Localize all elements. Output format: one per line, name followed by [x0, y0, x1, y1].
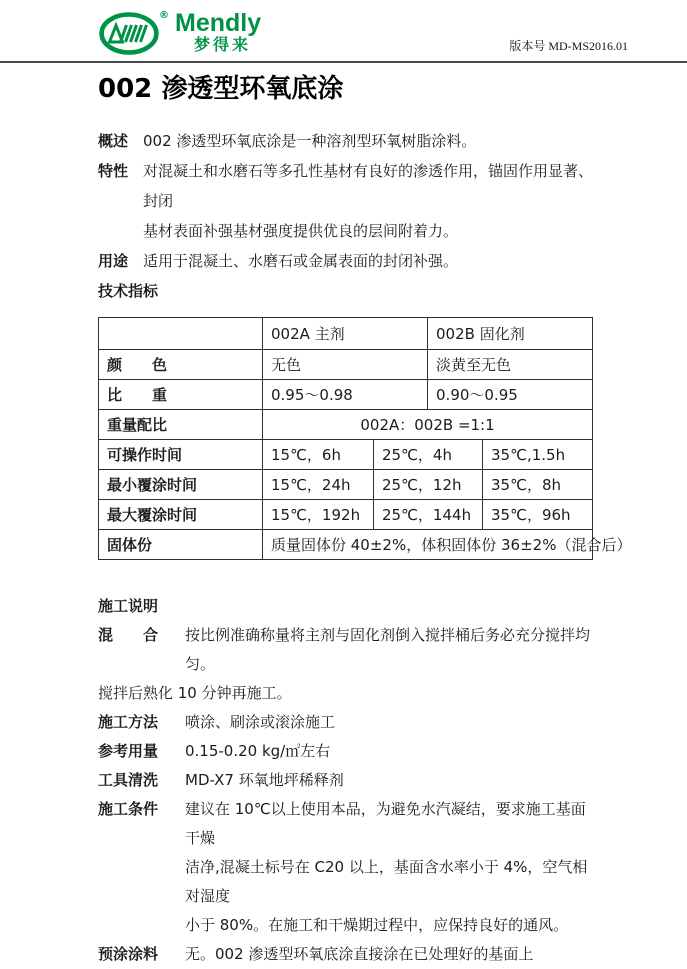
method-label: 施工方法: [98, 713, 159, 731]
color-row-label: 颜 色: [99, 350, 263, 380]
max-recoat-35c: 35℃，96h: [483, 500, 593, 530]
overview-label: 概述: [98, 132, 129, 150]
spec-row-solids: [99, 530, 593, 560]
precoat-text: 无。002 渗透型环氧底涂直接涂在已处理好的基面上: [185, 945, 534, 963]
features-line-1: 对混凝土和水磨石等多孔性基材有良好的渗透作用，锚固作用显著、封闭: [143, 162, 594, 210]
precoat-label: 预涂涂料: [98, 945, 159, 963]
spec-header-row: [99, 318, 593, 350]
mixing-text-continued: 搅拌后熟化 10 分钟再施工。: [98, 684, 292, 702]
conditions-line-3: 小于 80%。在施工和干燥期过程中，应保持良好的通风。: [185, 916, 569, 934]
registered-trademark-icon: ®: [159, 10, 169, 21]
pot-life-row-label: 可操作时间: [99, 440, 263, 470]
max-recoat-25c: 25℃，144h: [374, 500, 483, 530]
usage-label: 用途: [98, 252, 129, 270]
conditions-label: 施工条件: [98, 800, 159, 818]
pot-life-25c: 25℃，4h: [374, 440, 483, 470]
spec-row-ratio: [99, 410, 593, 440]
brand-name-en: Mendly: [175, 9, 262, 37]
min-recoat-25c: 25℃，12h: [374, 470, 483, 500]
pot-life-35c: 35℃,1.5h: [483, 440, 593, 470]
product-title: 002 渗透型环氧底涂: [98, 74, 344, 104]
gravity-value-b: 0.90～0.95: [428, 380, 593, 410]
mendly-logo-icon: [99, 12, 159, 55]
pot-life-15c: 15℃，6h: [263, 440, 374, 470]
tech-specs-heading: 技术指标: [98, 282, 159, 300]
spec-row-color: [99, 350, 593, 380]
color-value-a: 无色: [263, 350, 428, 380]
page-header: [0, 0, 687, 61]
ratio-row-label: 重量配比: [99, 410, 263, 440]
brand-name-cn: 梦得来: [194, 35, 252, 54]
features-label: 特性: [98, 162, 129, 180]
application-heading: 施工说明: [98, 597, 159, 615]
spec-row-min-recoat: [99, 470, 593, 500]
cleaning-paragraph: [98, 766, 597, 795]
spec-table: [98, 317, 632, 560]
version-number: 版本号 MD-MS2016.01: [509, 39, 628, 53]
features-text: [143, 156, 597, 246]
conditions-paragraph: [98, 795, 597, 940]
gravity-row-label: 比 重: [99, 380, 263, 410]
method-paragraph: [98, 708, 597, 737]
max-recoat-row-label: 最大覆涂时间: [99, 500, 263, 530]
application-section: [98, 591, 597, 969]
mixing-paragraph: [98, 621, 597, 679]
spec-row-pot-life: [99, 440, 593, 470]
dosage-label: 参考用量: [98, 742, 159, 760]
header-divider: [0, 61, 687, 63]
features-line-2: 基材表面补强基材强度提供优良的层间附着力。: [143, 222, 459, 240]
cleaning-label: 工具清洗: [98, 771, 159, 789]
conditions-text: [185, 795, 597, 940]
document-body: [98, 73, 632, 969]
spec-header-component-b: 002B 固化剂: [428, 318, 593, 350]
min-recoat-row-label: 最小覆涂时间: [99, 470, 263, 500]
spec-row-gravity: [99, 380, 593, 410]
method-text: 喷涂、刷涂或滚涂施工: [185, 713, 336, 731]
brand-wordmark: [175, 9, 262, 54]
conditions-line-2: 洁净,混凝土标号在 C20 以上，基面含水率小于 4%，空气相对湿度: [185, 858, 588, 905]
ratio-value: 002A：002B =1:1: [263, 410, 593, 440]
overview-text: 002 渗透型环氧底涂是一种溶剂型环氧树脂涂料。: [143, 132, 477, 150]
conditions-line-1: 建议在 10℃以上使用本品，为避免水汽凝结，要求施工基面干燥: [185, 800, 586, 847]
solids-row-label: 固体份: [99, 530, 263, 560]
overview-paragraph: [98, 126, 597, 156]
brand-logo: [99, 9, 262, 55]
mixing-text: 按比例准确称量将主剂与固化剂倒入搅拌桶后务必充分搅拌均匀。: [185, 626, 591, 673]
spec-header-component-a: 002A 主剂: [263, 318, 428, 350]
color-value-b: 淡黄至无色: [428, 350, 593, 380]
mixing-label: 混 合: [98, 626, 159, 644]
usage-text: 适用于混凝土、水磨石或金属表面的封闭补强。: [143, 252, 459, 270]
cleaning-text: MD-X7 环氧地坪稀释剂: [185, 771, 344, 789]
min-recoat-35c: 35℃，8h: [483, 470, 593, 500]
max-recoat-15c: 15℃，192h: [263, 500, 374, 530]
min-recoat-15c: 15℃，24h: [263, 470, 374, 500]
dosage-paragraph: [98, 737, 597, 766]
features-paragraph: [98, 156, 597, 246]
solids-value: 质量固体份 40±2%，体积固体份 36±2%（混合后）: [263, 530, 593, 560]
precoat-paragraph: [98, 940, 597, 969]
spec-row-max-recoat: [99, 500, 593, 530]
gravity-value-a: 0.95～0.98: [263, 380, 428, 410]
spec-header-empty-cell: [99, 318, 263, 350]
usage-paragraph: [98, 246, 597, 276]
dosage-text: 0.15-0.20 kg/㎡左右: [185, 742, 331, 760]
